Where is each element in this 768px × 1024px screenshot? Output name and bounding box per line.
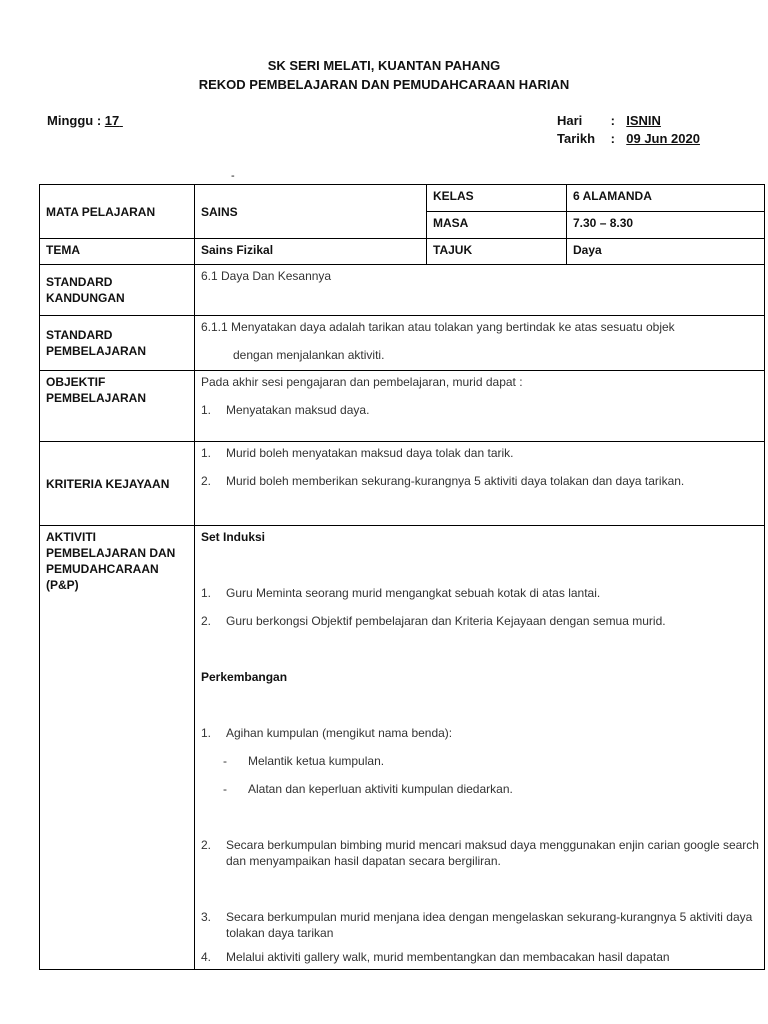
subject-label: MATA PELAJARAN (40, 185, 195, 239)
class-value: 6 ALAMANDA (567, 185, 765, 212)
theme-label: TEMA (40, 239, 195, 265)
date-colon: : (610, 131, 615, 146)
objective-value: Pada akhir sesi pengajaran dan pembelajaran, murid dapat : 1. Menyatakan maksud daya. (195, 371, 765, 442)
content-standard-label: STANDARD KANDUNGAN (40, 265, 195, 316)
list-item: 1. Guru Meminta seorang murid mengangkat sebuah kotak di atas lantai. (201, 586, 601, 600)
school-name: SK SERI MELATI, KUANTAN PAHANG (267, 58, 501, 73)
induction-title: Set Induksi (201, 530, 266, 544)
list-item: 4. Melalui aktiviti gallery walk, murid membentangkan dan membacakan hasil dapatan (201, 950, 670, 964)
development-title: Perkembangan (201, 670, 288, 684)
stray-mark: - (231, 170, 235, 182)
date-field (557, 131, 700, 146)
list-item: 1. Menyatakan maksud daya. (201, 403, 370, 417)
day-colon: : (610, 113, 615, 128)
lesson-plan-table (39, 184, 765, 970)
subject-value: SAINS (195, 185, 427, 239)
time-value: 7.30 – 8.30 (567, 212, 765, 239)
objective-label: OBJEKTIF PEMBELAJARAN (40, 371, 195, 442)
document-title: REKOD PEMBELAJARAN DAN PEMUDAHCARAAN HARIAN (198, 77, 570, 92)
learning-standard-label: STANDARD PEMBELAJARAN (40, 316, 195, 371)
time-label: MASA (427, 212, 567, 239)
list-item: 2. Secara berkumpulan bimbing murid mencari maksud daya menggunakan enjin carian google search dan menyampaikan hasil dapatan secara bergiliran. (201, 838, 759, 868)
activity-value (195, 526, 765, 970)
date-value: 09 Jun 2020 (626, 131, 700, 146)
list-item: 2. Murid boleh memberikan sekurang-kurangnya 5 aktiviti daya tolakan dan daya tarikan. (201, 474, 685, 488)
list-item: 2. Guru berkongsi Objektif pembelajaran dan Kriteria Kejayaan dengan semua murid. (201, 614, 666, 628)
activity-label: AKTIVITI PEMBELAJARAN DAN PEMUDAHCARAAN (P&P) (40, 526, 195, 970)
day-value: ISNIN (626, 113, 661, 128)
week-label: Minggu : (47, 113, 102, 128)
day-field (557, 113, 661, 128)
week-value: 17 (104, 113, 120, 128)
criteria-label: KRITERIA KEJAYAAN (40, 442, 195, 526)
content-standard-value: 6.1 Daya Dan Kesannya (195, 265, 765, 316)
theme-value: Sains Fizikal (195, 239, 427, 265)
list-item: - Melantik ketua kumpulan. (223, 754, 385, 768)
list-item: - Alatan dan keperluan aktiviti kumpulan diedarkan. (223, 782, 513, 796)
class-label: KELAS (427, 185, 567, 212)
learning-standard-value: 6.1.1 Menyatakan daya adalah tarikan atau tolakan yang bertindak ke atas sesuatu objek dengan menjalankan aktiviti. (195, 316, 765, 371)
criteria-value (195, 442, 765, 526)
day-label: Hari (557, 113, 583, 128)
list-item: 1. Agihan kumpulan (mengikut nama benda): (201, 726, 453, 740)
week-field (47, 113, 123, 128)
topic-value: Daya (567, 239, 765, 265)
topic-label: TAJUK (427, 239, 567, 265)
list-item: 3. Secara berkumpulan murid menjana idea dengan mengelaskan sekurang-kurangnya 5 aktiviti daya tolakan daya tarikan (201, 910, 753, 940)
date-label: Tarikh (557, 131, 596, 146)
list-item: 1. Murid boleh menyatakan maksud daya tolak dan tarik. (201, 446, 514, 460)
